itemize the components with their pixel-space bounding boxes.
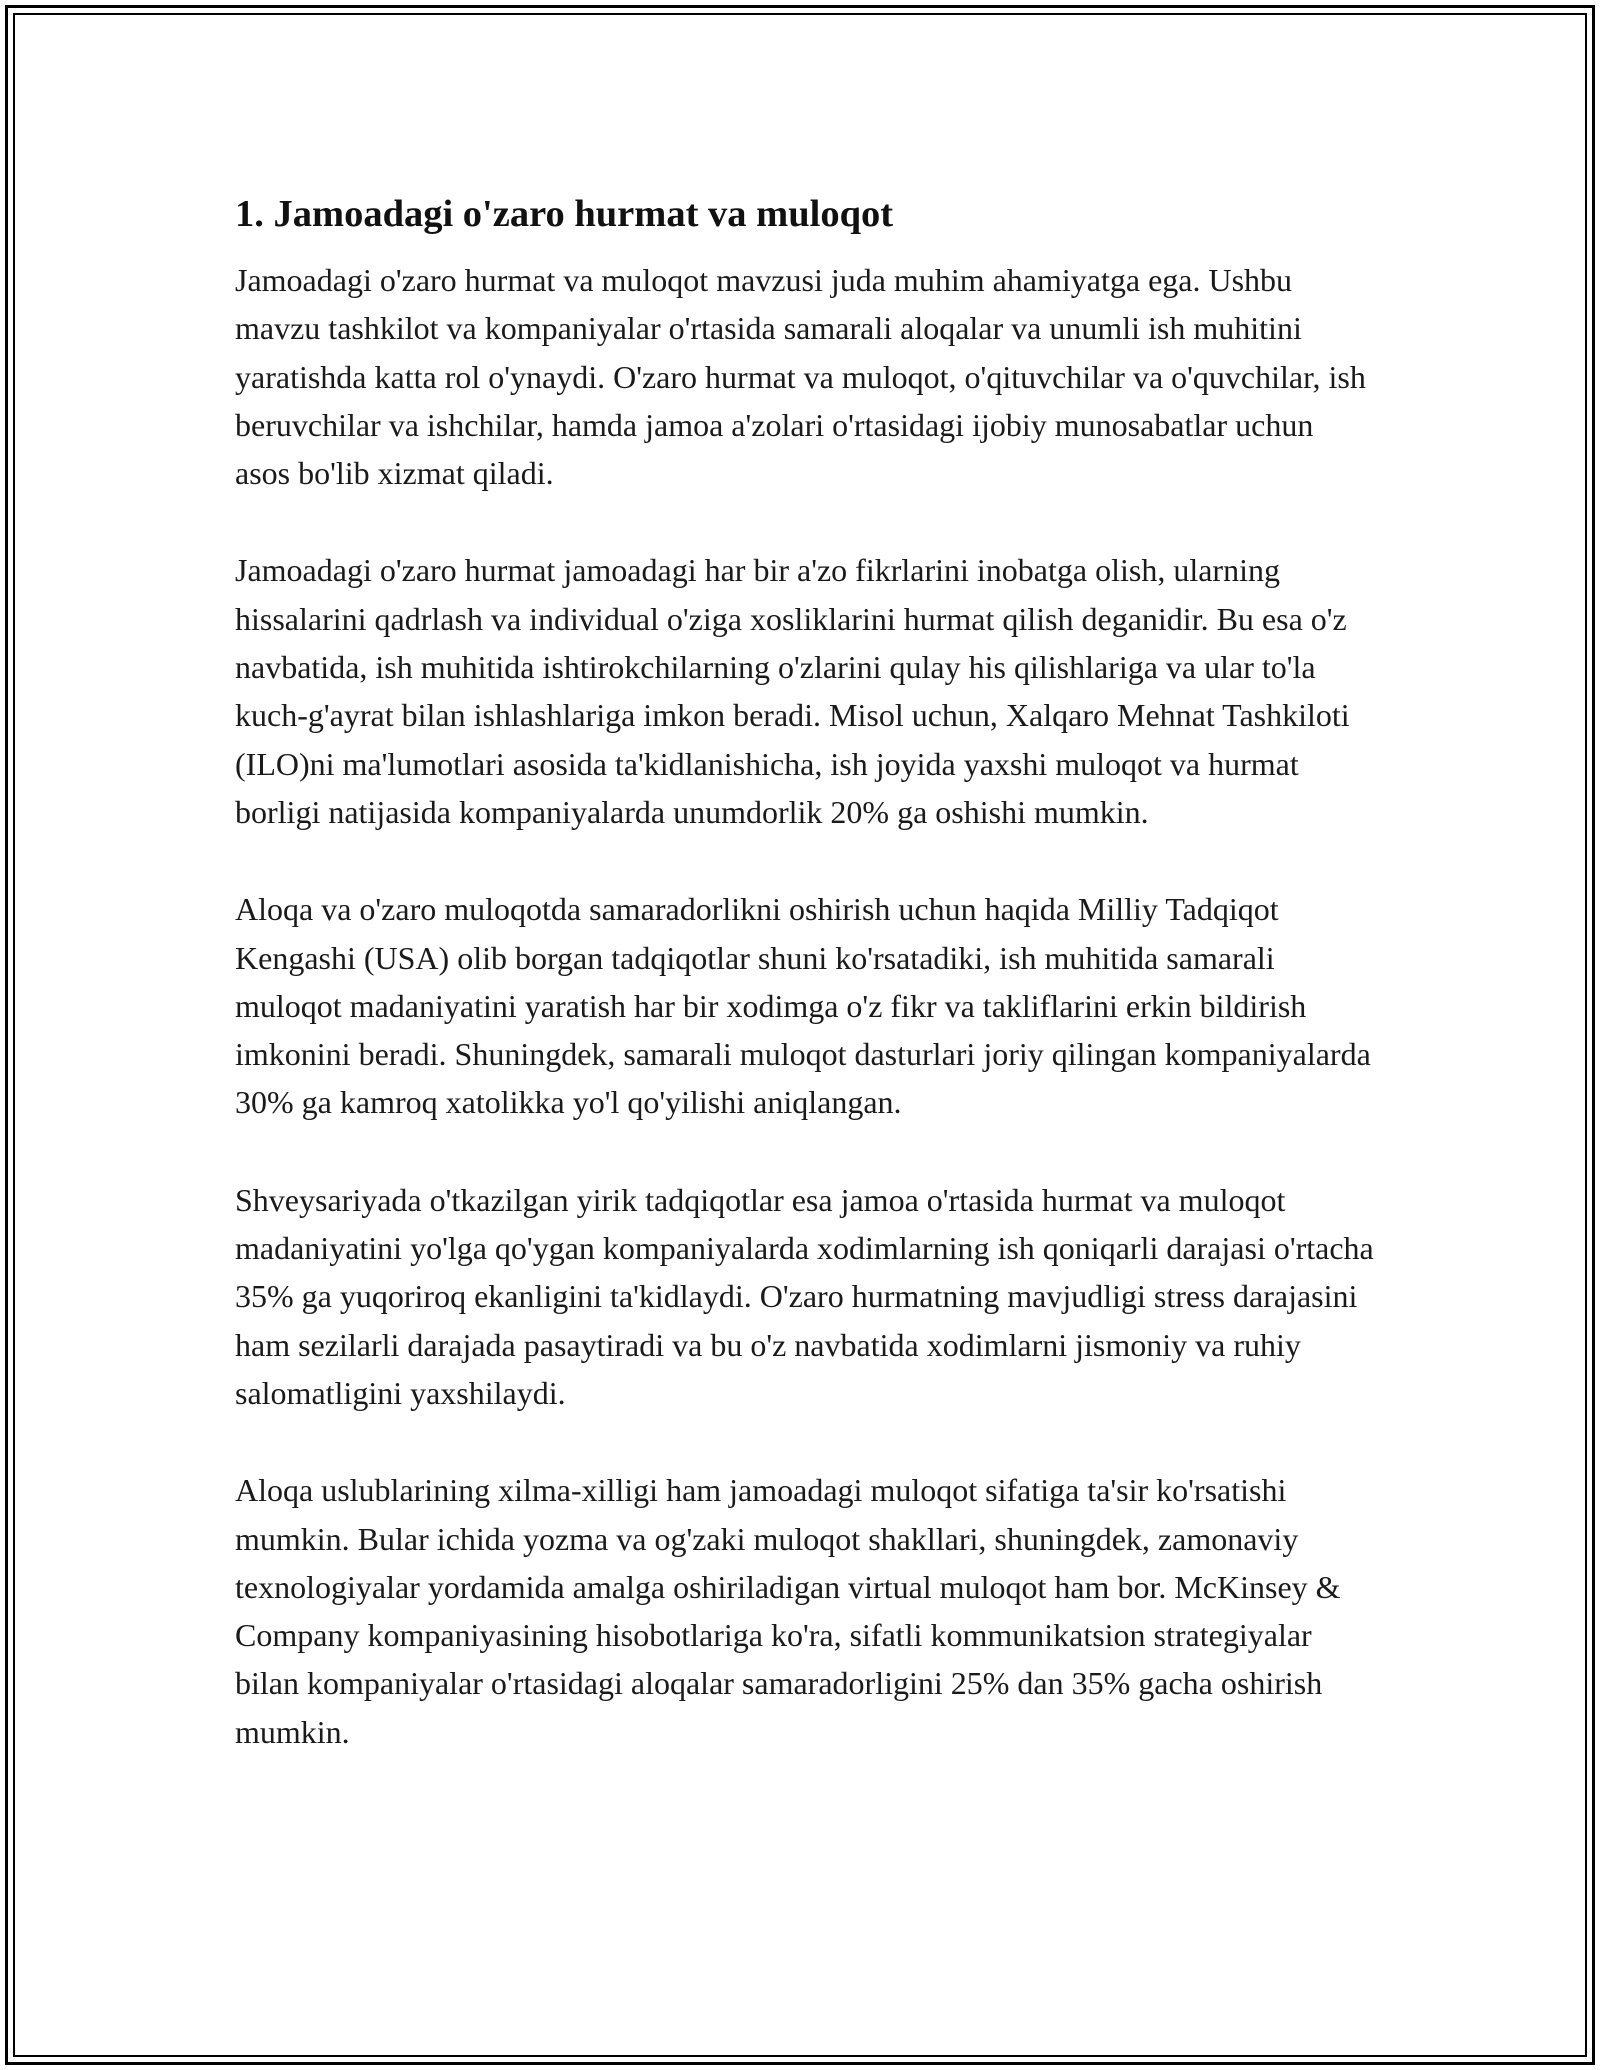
paragraph-3: Aloqa va o'zaro muloqotda samaradorlikni oshirish uchun haqida Milliy Tadqiqot Kengashi (USA) olib borgan tadqiqotlar shuni ko'rsatadiki, ish muhitida samarali muloqot madaniyatini yaratish har bir xodimga o'z fikr va takliflarini erkin bildirish imkonini beradi. Shuningdek, samarali muloqot dasturlari joriy qilingan kompaniyalarda 30% ga kamroq xatolikka yo'l qo'yilishi aniqlangan.: [235, 891, 1371, 1121]
section-heading: 1. Jamoadagi o'zaro hurmat va muloqot: [235, 193, 894, 235]
paragraph-2: Jamoadagi o'zaro hurmat jamoadagi har bir a'zo fikrlarini inobatga olish, ularning hissalarini qadrlash va individual o'ziga xosliklarini hurmat qilish deganidir. Bu esa o'z navbatida, ish muhitida ishtirokchilarning o'zlarini qulay his qilishlariga va ular to'la kuch-g'ayrat bilan ishlashlariga imkon beradi. Misol uchun, Xalqaro Mehnat Tashkiloti (ILO)ni ma'lumotlari asosida ta'kidlanishicha, ish joyida yaxshi muloqot va hurmat borligi natijasida kompaniyalarda unumdorlik 20% ga oshishi mumkin.: [235, 552, 1350, 830]
paragraph-4: Shveysariyada o'tkazilgan yirik tadqiqotlar esa jamoa o'rtasida hurmat va muloqot madaniyatini yo'lga qo'ygan kompaniyalarda xodimlarning ish qoniqarli darajasi o'rtacha 35% ga yuqoriroq ekanligini ta'kidlaydi. O'zaro hurmatning mavjudligi stress darajasini ham sezilarli darajada pasaytiradi va bu o'z navbatida xodimlarni jismoniy va ruhiy salomatligini yaxshilaydi.: [235, 1181, 1374, 1411]
paragraph-1: Jamoadagi o'zaro hurmat va muloqot mavzusi juda muhim ahamiyatga ega. Ushbu mavzu tashkilot va kompaniyalar o'rtasida samarali aloqalar va unumli ish muhitini yaratishda katta rol o'ynaydi. O'zaro hurmat va muloqot, o'qituvchilar va o'quvchilar, ish beruvchilar va ishchilar, hamda jamoa a'zolari o'rtasidagi ijobiy munosabatlar uchun asos bo'lib xizmat qiladi.: [235, 262, 1366, 492]
paragraph-5: Aloqa uslublarining xilma-xilligi ham jamoadagi muloqot sifatiga ta'sir ko'rsatishi mumkin. Bular ichida yozma va og'zaki muloqot shakllari, shuningdek, zamonaviy texnologiyalar yordamida amalga oshiriladigan virtual muloqot ham bor. McKinsey & Company kompaniyasining hisobotlariga ko'ra, sifatli kommunikatsion strategiyalar bilan kompaniyalar o'rtasidagi aloqalar samaradorligini 25% dan 35% gacha oshirish mumkin.: [235, 1472, 1341, 1750]
document-body: [235, 188, 1375, 1756]
